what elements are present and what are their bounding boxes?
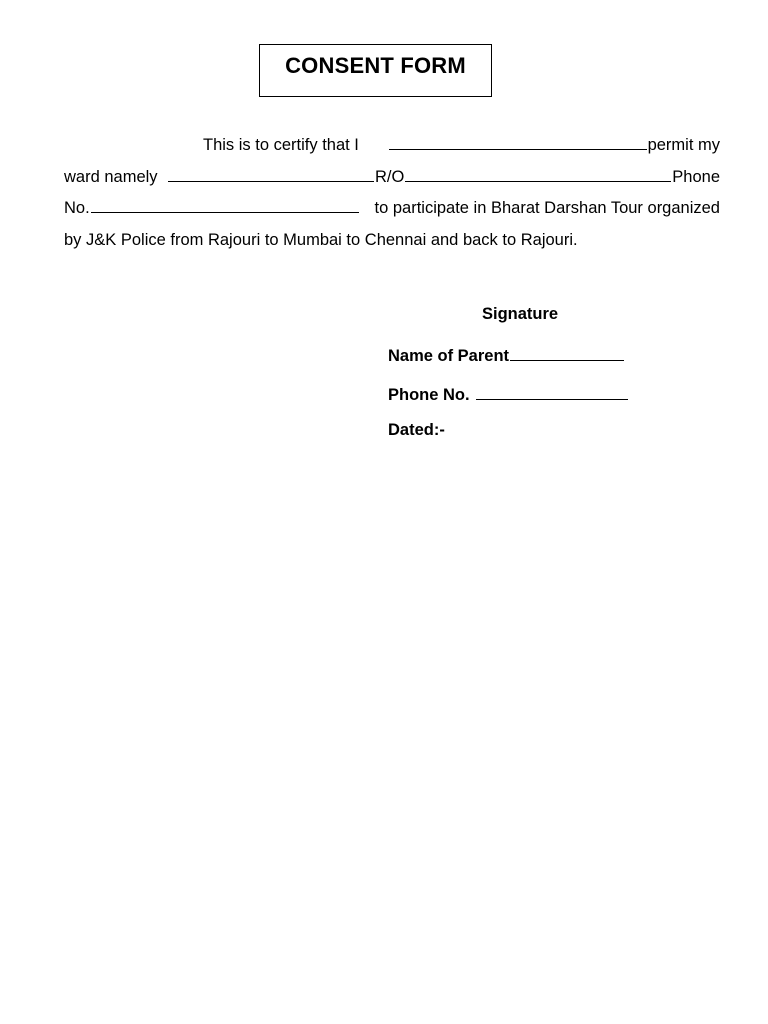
- ro-text: R/O: [374, 167, 405, 186]
- parent-name-label: Name of Parent: [388, 347, 510, 365]
- page-title: CONSENT FORM: [285, 53, 466, 78]
- title-box: [259, 44, 492, 97]
- consent-paragraph: [64, 130, 720, 256]
- paragraph-line-2: [64, 162, 720, 194]
- permit-text: permit my: [647, 136, 720, 154]
- phone-text: Phone: [672, 167, 720, 186]
- ward-text: ward namely: [64, 167, 158, 186]
- dated-label: Dated:-: [388, 421, 445, 439]
- parent-phone-label: Phone No.: [388, 386, 470, 404]
- line-2-tail: [167, 162, 720, 194]
- parent-name-field[interactable]: [510, 343, 624, 361]
- phone-number-blank[interactable]: [91, 195, 359, 213]
- paragraph-line-4: [64, 225, 720, 257]
- residence-blank[interactable]: [405, 164, 671, 182]
- no-text: No.: [64, 199, 90, 217]
- parent-phone-row: [388, 382, 629, 405]
- tour-route-text: by J&K Police from Rajouri to Mumbai to Chennai and back to Rajouri.: [64, 230, 578, 249]
- signature-heading: Signature: [482, 305, 559, 323]
- certify-text: This is to certify that I: [203, 136, 359, 154]
- parent-phone-field[interactable]: [476, 382, 628, 400]
- paragraph-line-3: [64, 193, 720, 225]
- line-3-head: [64, 193, 360, 225]
- parent-name-blank[interactable]: [389, 132, 647, 150]
- participate-text: to participate in Bharat Darshan Tour organized: [374, 199, 720, 217]
- line-1-tail: [388, 130, 720, 162]
- ward-name-blank[interactable]: [168, 164, 374, 182]
- parent-name-row: [388, 343, 625, 366]
- paragraph-line-1: [64, 130, 720, 162]
